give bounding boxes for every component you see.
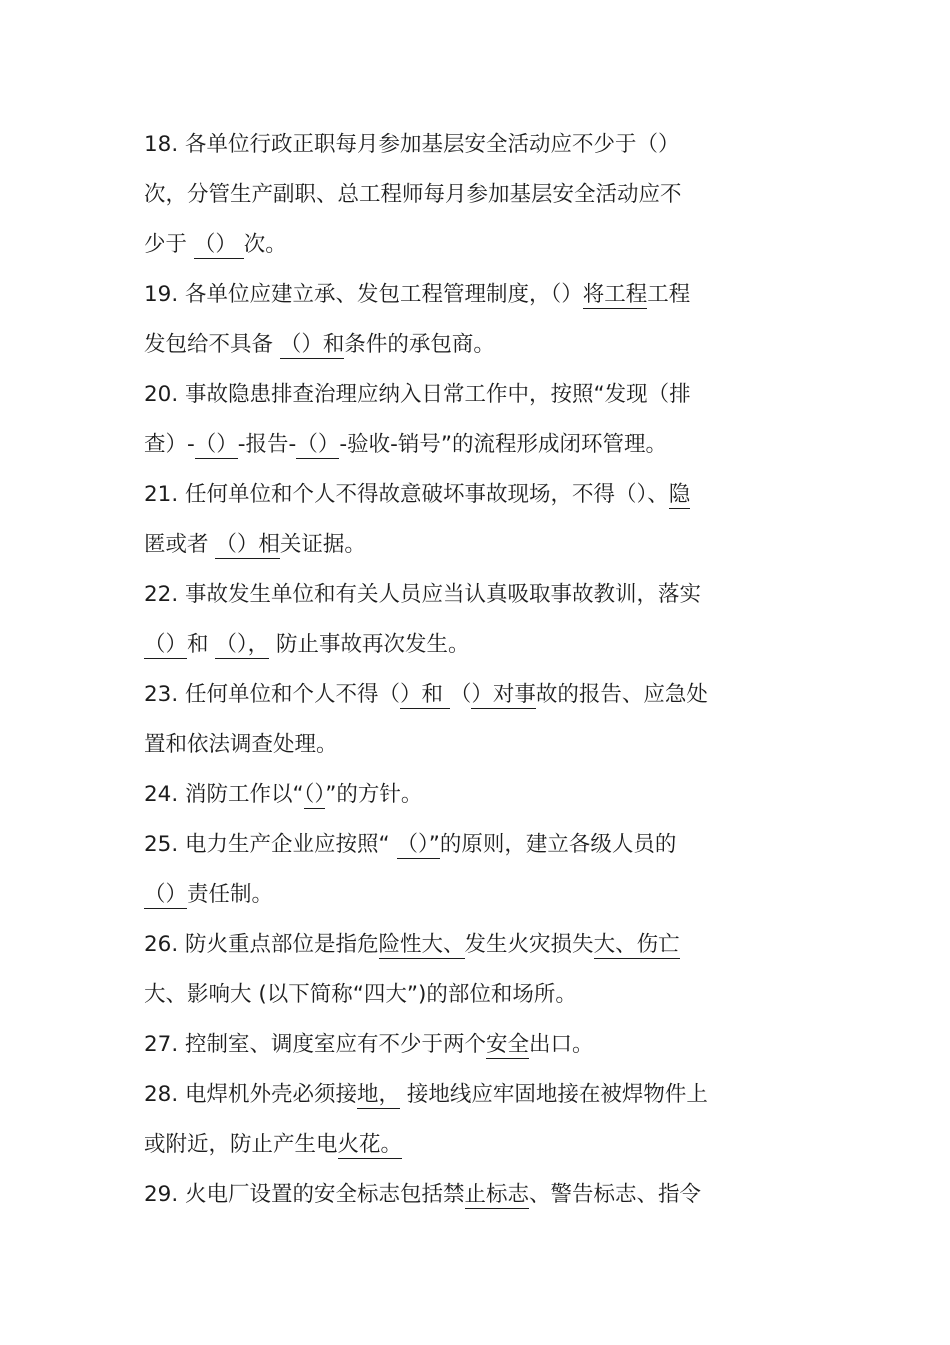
underlined-blank: 隐 <box>668 482 691 507</box>
text-segment: 27. 控制室、调度室应有不少于两个 <box>144 1032 487 1057</box>
text-segment: 匿或者 <box>144 532 216 557</box>
text-segment: 发生火灾损失 <box>464 932 594 957</box>
text-segment: 次。 <box>243 232 287 257</box>
text-line <box>144 680 708 710</box>
underlined-blank: （） <box>296 432 340 457</box>
text-segment: 和 <box>187 632 216 657</box>
text-segment: 24. 消防工作以“ <box>144 782 304 807</box>
underlined-blank: 安全 <box>486 1032 530 1057</box>
text-line <box>144 980 577 1010</box>
text-segment: 关证据。 <box>279 532 366 557</box>
text-segment: 29. 火电厂设置的安全标志包括禁 <box>144 1182 465 1207</box>
text-line <box>144 780 422 810</box>
text-segment: 18. 各单位行政正职每月参加基层安全活动应不少于（） <box>144 132 680 157</box>
underlined-blank: 大、伤亡 <box>593 932 680 957</box>
underlined-blank: （）， <box>215 632 270 657</box>
underlined-blank: 地， <box>357 1082 401 1107</box>
text-line <box>144 880 273 910</box>
underlined-blank: 将工程 <box>582 282 648 307</box>
text-line <box>144 730 338 760</box>
text-segment: 工程 <box>647 282 691 307</box>
text-line <box>144 280 690 310</box>
text-line <box>144 430 667 460</box>
underlined-blank: （）” <box>396 832 440 857</box>
text-line <box>144 180 682 210</box>
text-segment: 28. 电焊机外壳必须接 <box>144 1082 358 1107</box>
underlined-blank: （） <box>144 632 188 657</box>
text-segment: 责任制。 <box>187 882 274 907</box>
underlined-blank: 火花。 <box>337 1132 403 1157</box>
text-segment: 、警告标志、指令 <box>529 1182 702 1207</box>
underlined-blank: 险性大、 <box>378 932 465 957</box>
text-segment: 接地线应牢固地接在被焊物件上 <box>400 1082 708 1107</box>
text-segment: 少于 <box>144 232 194 257</box>
text-segment: 21. 任何单位和个人不得故意破坏事故现场，不得（）、 <box>144 482 669 507</box>
text-segment: 19. 各单位应建立承、发包工程管理制度，（） <box>144 282 583 307</box>
text-segment: 防止事故再次发生。 <box>269 632 470 657</box>
text-segment: 次，分管生产副职、总工程师每月参加基层安全活动应不 <box>144 182 682 207</box>
text-line <box>144 830 676 860</box>
underlined-blank: （）和 <box>279 332 345 357</box>
text-segment: 条件的承包商。 <box>344 332 495 357</box>
text-segment: 或附近，防止产生电 <box>144 1132 338 1157</box>
text-line <box>144 330 495 360</box>
text-line <box>144 580 701 610</box>
text-segment: -验收-销号”的流程形成闭环管理。 <box>339 432 667 457</box>
text-segment: ”的方针。 <box>325 782 423 807</box>
underlined-blank: 止标志 <box>464 1182 530 1207</box>
text-line <box>144 630 469 660</box>
underlined-blank: （） <box>194 432 238 457</box>
text-line <box>144 1080 708 1110</box>
text-segment: 26. 防火重点部位是指危 <box>144 932 379 957</box>
text-line <box>144 130 680 160</box>
text-line <box>144 1130 402 1160</box>
text-segment: 置和依法调查处理。 <box>144 732 338 757</box>
text-segment: 23. 任何单位和个人不得（ <box>144 682 401 707</box>
text-segment: 故的报告、应急处 <box>535 682 708 707</box>
text-line <box>144 1180 701 1210</box>
text-line <box>144 230 287 260</box>
text-segment: 出口。 <box>529 1032 594 1057</box>
underlined-blank: ）对事 <box>471 682 536 707</box>
text-segment: （ <box>449 682 472 707</box>
text-segment: 发包给不具备 <box>144 332 280 357</box>
text-line <box>144 530 366 560</box>
underlined-blank: （） <box>144 882 188 907</box>
underlined-blank: （） <box>303 782 326 807</box>
text-line <box>144 930 680 960</box>
text-segment: -报告- <box>237 432 297 457</box>
text-line <box>144 1030 594 1060</box>
text-segment: 22. 事故发生单位和有关人员应当认真吸取事故教训，落实 <box>144 582 702 607</box>
underlined-blank: （）相 <box>215 532 280 557</box>
text-segment: 大、影响大 (以下简称“四大”)的部位和场所。 <box>144 982 577 1007</box>
text-segment: 的原则，建立各级人员的 <box>439 832 677 857</box>
underlined-blank: （） <box>193 232 244 257</box>
underlined-blank: ）和 <box>400 682 450 707</box>
text-line <box>144 380 691 410</box>
text-segment: 20. 事故隐患排查治理应纳入日常工作中，按照“发现（排 <box>144 382 691 407</box>
text-segment: 查）- <box>144 432 195 457</box>
text-segment: 25. 电力生产企业应按照“ <box>144 832 397 857</box>
text-line <box>144 480 690 510</box>
